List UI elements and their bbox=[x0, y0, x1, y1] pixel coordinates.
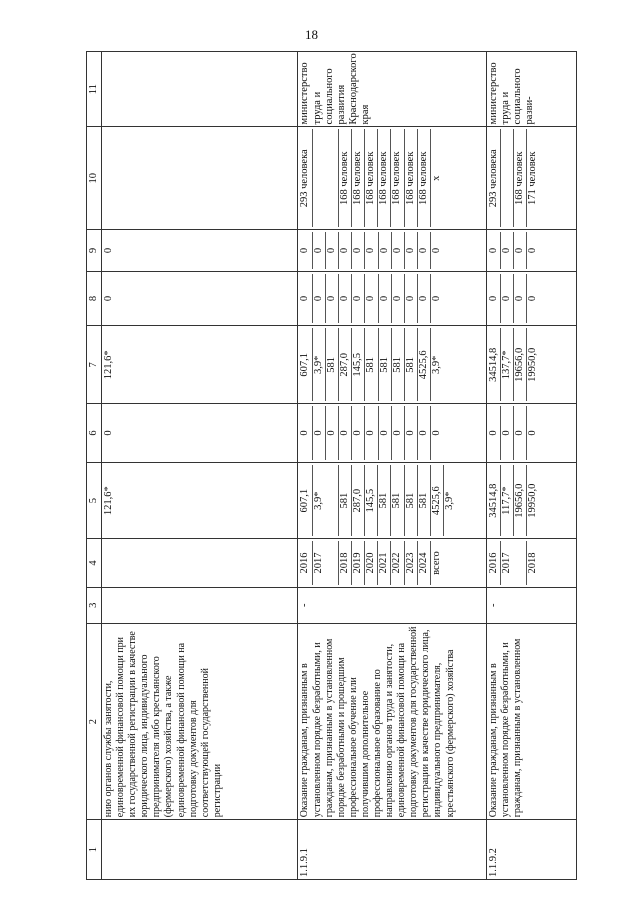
value-cell: 0 bbox=[431, 247, 443, 254]
column-number-row bbox=[87, 52, 102, 880]
value-cell: 3,9* bbox=[313, 328, 326, 401]
row-col6 bbox=[298, 404, 486, 462]
value-cell: 0 bbox=[352, 406, 365, 459]
col-header-8: 8 bbox=[87, 271, 102, 326]
row-description: нию органов службы занятости, единовременной финансовой помощи при их государственной регистрации в качестве юридического лица, индивидуального предпринимателя либо крестьянского (фермерского) хозяйства, а также единовременной финансовой помощи на подготовку документов для соответствующей государственной регистрации bbox=[102, 623, 298, 819]
row-description: Оказание гражданам, признанным в установленном порядке безработными, и гражданам, признанным в установленном bbox=[486, 623, 576, 819]
year-cell: 2023 bbox=[405, 541, 418, 584]
col-header-1: 1 bbox=[87, 820, 102, 880]
year-cell: 2018 bbox=[339, 541, 352, 584]
value-cell: 137,7* bbox=[501, 328, 514, 401]
value-cell: 0 bbox=[405, 232, 418, 269]
value-cell: 0 bbox=[405, 406, 418, 459]
value-cell: 293 человека bbox=[299, 129, 312, 227]
value-cell: 0 bbox=[352, 232, 365, 269]
value-cell: 0 bbox=[103, 295, 115, 302]
value-cell: 607,1 bbox=[299, 328, 312, 401]
row-col10 bbox=[486, 127, 576, 230]
value-cell: 168 человек bbox=[365, 129, 378, 227]
col-header-7: 7 bbox=[87, 326, 102, 404]
row-col10 bbox=[298, 127, 486, 230]
value-cell: 0 bbox=[514, 406, 527, 459]
value-cell: 117,7* bbox=[501, 465, 514, 537]
year-cell bbox=[103, 541, 115, 584]
value-cell: х bbox=[430, 175, 442, 181]
value-cell: 607,1 bbox=[299, 465, 312, 537]
value-cell: 0 bbox=[527, 430, 539, 436]
value-cell: 145,5 bbox=[352, 328, 365, 401]
value-cell: 3,9* bbox=[313, 465, 339, 537]
value-cell: 0 bbox=[379, 232, 392, 269]
value-cell: 0 bbox=[365, 274, 378, 324]
value-cell: 581 bbox=[379, 328, 392, 401]
value-cell: 0 bbox=[514, 232, 527, 269]
value-cell: 0 bbox=[392, 274, 405, 324]
value-cell: 0 bbox=[527, 247, 539, 254]
value-cell: 0 bbox=[326, 274, 339, 324]
year-cell: 2016 bbox=[488, 541, 501, 584]
value-cell: 0 bbox=[326, 232, 339, 269]
row-responsible bbox=[102, 52, 298, 127]
row-col6 bbox=[102, 404, 298, 462]
value-cell: 34514,8 bbox=[488, 328, 501, 401]
value-cell: 171 человек bbox=[527, 151, 539, 206]
value-cell: 121,6* bbox=[103, 350, 115, 380]
value-cell: 0 bbox=[501, 274, 514, 324]
value-cell: 0 bbox=[418, 232, 431, 269]
value-cell: 0 bbox=[514, 274, 527, 324]
col-header-6: 6 bbox=[87, 404, 102, 462]
col-header-3: 3 bbox=[87, 587, 102, 623]
value-cell: 0 bbox=[313, 274, 326, 324]
year-cell: всего bbox=[430, 551, 442, 575]
row-years bbox=[298, 539, 486, 587]
row-col8 bbox=[102, 271, 298, 326]
value-cell: 4525,6 bbox=[431, 465, 444, 537]
value-cell: 287,0 bbox=[352, 465, 365, 537]
row-number: 1.1.9.2 bbox=[486, 820, 576, 880]
row-col8 bbox=[298, 271, 486, 326]
row-col7 bbox=[486, 326, 576, 404]
value-cell: 19656,0 bbox=[514, 465, 527, 537]
value-cell: 19950,0 bbox=[527, 347, 539, 382]
value-cell: 581 bbox=[339, 465, 352, 537]
table-row bbox=[102, 52, 298, 880]
value-cell: 0 bbox=[313, 232, 326, 269]
value-cell: 168 человек bbox=[391, 129, 404, 227]
value-cell: 0 bbox=[405, 274, 418, 324]
row-col10 bbox=[102, 127, 298, 230]
value-cell: 287,0 bbox=[339, 328, 352, 401]
row-description: Оказание гражданам, признанным в установленном порядке безработными, и гражданам, признанным в установленном порядке безработными и прошедшим профессиональное обучение или получившим дополнительное профессиональное образование по направлению органов труда и занятости, единовременной финансовой помощи на подготовку документов для государственной регистрации в качестве юридического лица, индивидуального предпринимателя, крестьянского (фермерского) хозяйства bbox=[298, 623, 486, 819]
col-header-10: 10 bbox=[87, 127, 102, 230]
year-cell: 2017 bbox=[313, 541, 339, 584]
row-responsible: министерство труда и социального разви- bbox=[486, 52, 576, 127]
value-cell: 581 bbox=[378, 465, 391, 537]
value-cell: 0 bbox=[339, 274, 352, 324]
value-cell: 581 bbox=[405, 465, 418, 537]
year-cell: 2018 bbox=[526, 552, 538, 574]
value-cell: 0 bbox=[392, 232, 405, 269]
row-number: 1.1.9.1 bbox=[298, 820, 486, 880]
value-cell: 168 человек bbox=[378, 129, 391, 227]
value-cell: 293 человека bbox=[488, 129, 501, 227]
row-col7 bbox=[102, 326, 298, 404]
row-col5 bbox=[298, 462, 486, 539]
row-col9 bbox=[298, 230, 486, 272]
value-cell: 0 bbox=[313, 406, 326, 459]
value-cell: 0 bbox=[501, 406, 514, 459]
row-col6 bbox=[486, 404, 576, 462]
value-cell bbox=[501, 129, 514, 227]
value-cell: 0 bbox=[365, 232, 378, 269]
value-cell: 4525,6 bbox=[418, 328, 431, 401]
page-number: 18 bbox=[305, 27, 318, 42]
value-cell: 168 человек bbox=[418, 129, 431, 227]
value-cell: 168 человек bbox=[352, 129, 365, 227]
year-cell: 2019 bbox=[352, 541, 365, 584]
row-col5 bbox=[102, 462, 298, 539]
row-col7 bbox=[298, 326, 486, 404]
value-cell: 34514,8 bbox=[488, 465, 501, 537]
value-cell: 0 bbox=[418, 406, 431, 459]
row-years bbox=[486, 539, 576, 587]
value-cell: 168 человек bbox=[339, 129, 352, 227]
row-years bbox=[102, 539, 298, 587]
value-cell: 0 bbox=[365, 406, 378, 459]
year-cell: 2017 bbox=[501, 541, 527, 584]
row-col5 bbox=[486, 462, 576, 539]
col-header-2: 2 bbox=[87, 623, 102, 819]
value-cell: 0 bbox=[299, 406, 312, 459]
value-cell: 0 bbox=[488, 406, 501, 459]
value-cell: 0 bbox=[326, 406, 339, 459]
value-cell: 19656,0 bbox=[514, 328, 527, 401]
value-cell: 0 bbox=[299, 274, 312, 324]
row-responsible: министерство труда и социального развития Краснодарского края bbox=[298, 52, 486, 127]
value-cell: 168 человек bbox=[514, 129, 527, 227]
col-header-5: 5 bbox=[87, 462, 102, 539]
value-cell: 0 bbox=[379, 274, 392, 324]
year-cell: 2024 bbox=[418, 541, 431, 584]
value-cell: 0 bbox=[431, 295, 443, 302]
row-col9 bbox=[486, 230, 576, 272]
value-cell: 0 bbox=[103, 430, 115, 436]
value-cell: 0 bbox=[299, 232, 312, 269]
value-cell: 0 bbox=[339, 406, 352, 459]
value-cell: 0 bbox=[379, 406, 392, 459]
table-row bbox=[486, 52, 576, 880]
table-row bbox=[298, 52, 486, 880]
program-activities-table bbox=[86, 51, 577, 880]
value-cell: 581 bbox=[365, 328, 378, 401]
value-cell bbox=[103, 129, 115, 227]
value-cell: 0 bbox=[103, 247, 115, 254]
value-cell: 3,9* bbox=[431, 355, 443, 374]
value-cell: 0 bbox=[488, 274, 501, 324]
value-cell: 581 bbox=[392, 328, 405, 401]
row-number bbox=[102, 820, 298, 880]
value-cell bbox=[313, 129, 339, 227]
value-cell: 0 bbox=[418, 274, 431, 324]
value-cell: 581 bbox=[391, 465, 404, 537]
year-cell: 2016 bbox=[299, 541, 312, 584]
col-header-9: 9 bbox=[87, 230, 102, 272]
year-cell: 2021 bbox=[378, 541, 391, 584]
value-cell: 3,9* bbox=[444, 491, 456, 510]
value-cell: 0 bbox=[392, 406, 405, 459]
year-cell: 2022 bbox=[391, 541, 404, 584]
row-col3 bbox=[102, 587, 298, 623]
year-cell: 2020 bbox=[365, 541, 378, 584]
value-cell: 19950,0 bbox=[527, 483, 539, 518]
value-cell: 121,6* bbox=[103, 486, 115, 516]
rotated-table-container bbox=[86, 51, 577, 880]
col-header-11: 11 bbox=[87, 52, 102, 127]
value-cell: 0 bbox=[339, 232, 352, 269]
value-cell: 581 bbox=[326, 328, 339, 401]
row-col3: - bbox=[298, 587, 486, 623]
row-col3: - bbox=[486, 587, 576, 623]
value-cell: 0 bbox=[501, 232, 514, 269]
value-cell: 168 человек bbox=[405, 129, 418, 227]
col-header-4: 4 bbox=[87, 539, 102, 587]
value-cell: 0 bbox=[527, 295, 539, 302]
row-col8 bbox=[486, 271, 576, 326]
value-cell: 581 bbox=[418, 465, 431, 537]
value-cell: 0 bbox=[488, 232, 501, 269]
value-cell: 581 bbox=[405, 328, 418, 401]
value-cell: 0 bbox=[431, 430, 443, 436]
row-col9 bbox=[102, 230, 298, 272]
value-cell: 0 bbox=[352, 274, 365, 324]
value-cell: 145,5 bbox=[365, 465, 378, 537]
